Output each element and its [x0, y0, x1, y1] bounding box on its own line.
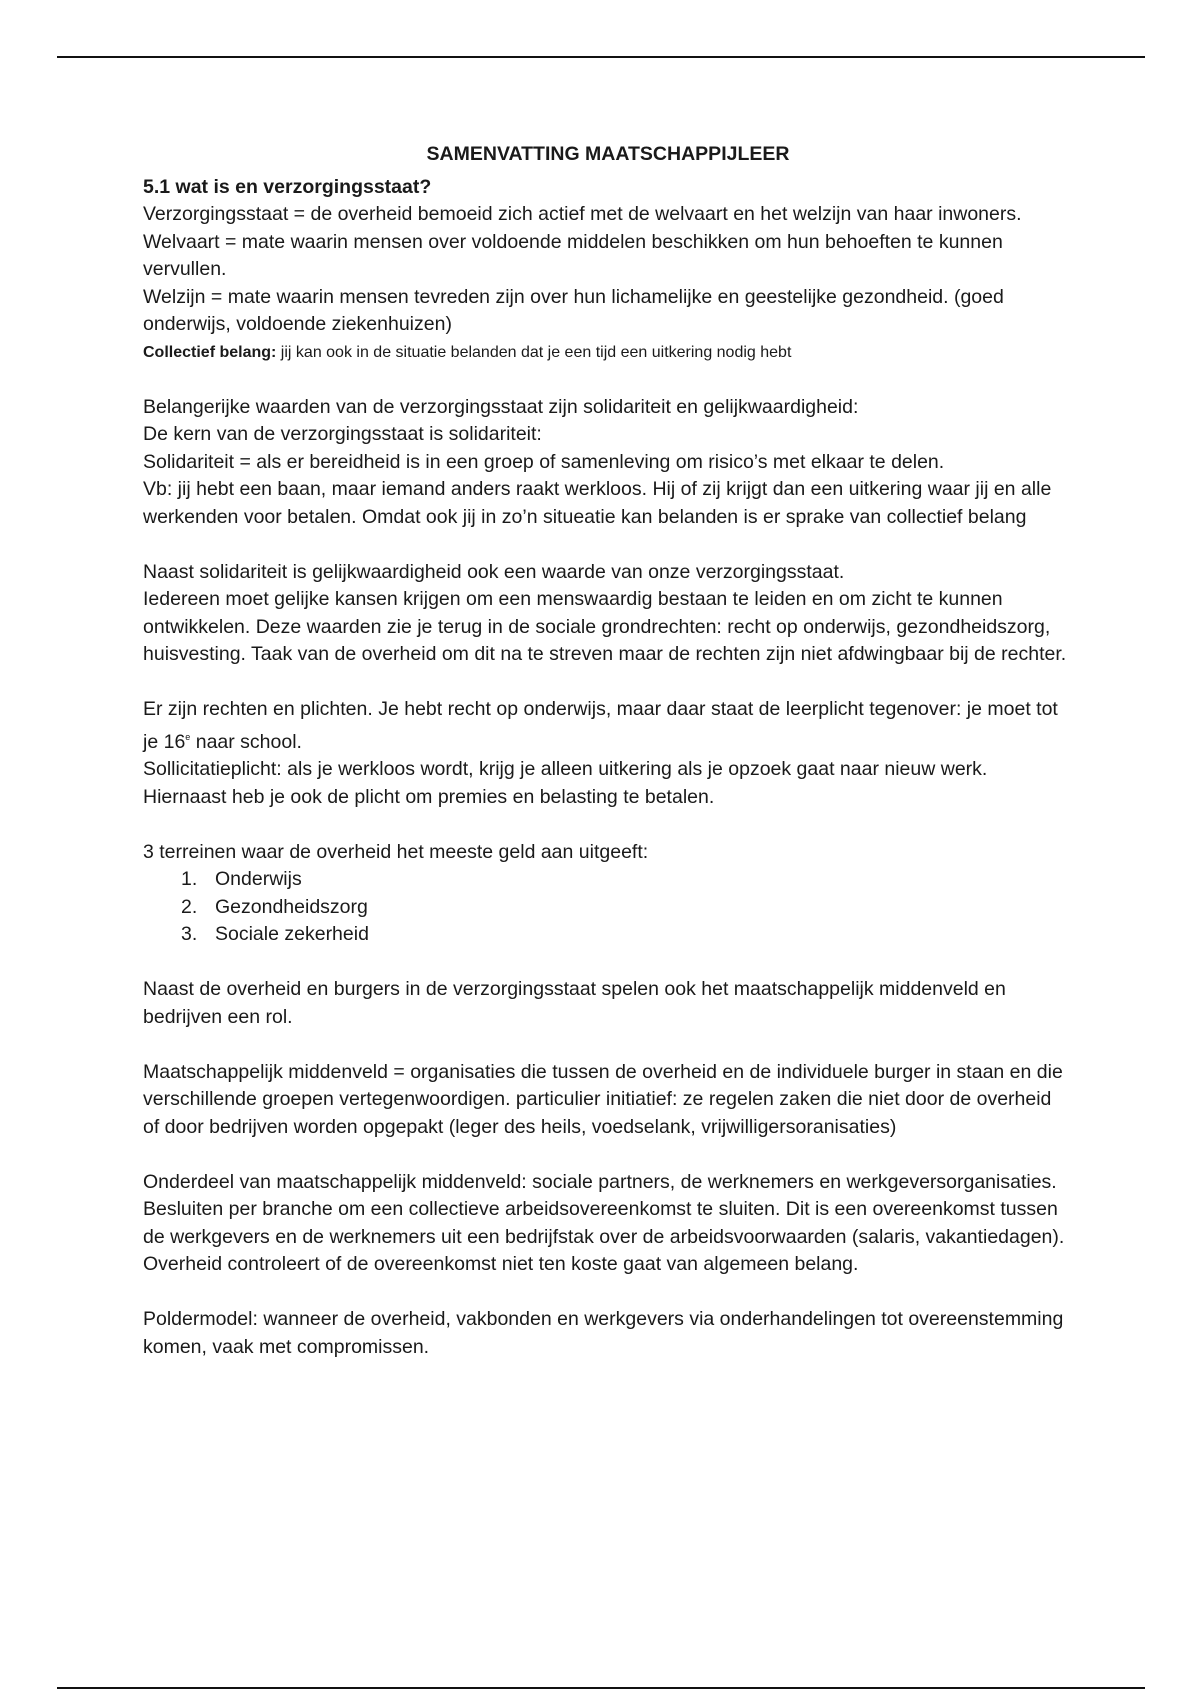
paragraph-kern: De kern van de verzorgingsstaat is solidariteit:	[143, 423, 542, 445]
paragraph-rechten-plichten: Er zijn rechten en plichten. Je hebt recht op onderwijs, maar daar staat de leerplicht tegenover: je moet tot je 16e naar school.	[143, 698, 1058, 753]
paragraph-verzorgingsstaat: Verzorgingsstaat = de overheid bemoeid zich actief met de welvaart en het welzijn van haar inwoners.	[143, 203, 1022, 225]
list-item: 2. Gezondheidszorg	[181, 895, 368, 918]
document-body	[143, 141, 1073, 1361]
paragraph-voorbeeld: Vb: jij hebt een baan, maar iemand anders raakt werkloos. Hij of zij krijgt dan een uitkering waar jij en alle werkenden voor betalen. Omdat ook jij in zo’n situeatie kan belanden is er sprake van collectief belang	[143, 478, 1052, 528]
paragraph-gelijke-kansen: Iedereen moet gelijke kansen krijgen om een menswaardig bestaan te leiden en om zicht te kunnen ontwikkelen. Deze waarden zie je terug in de sociale grondrechten: recht op onderwijs, gezondheidszorg, huisvesting. Taak van de overheid om dit na te streven maar de rechten zijn niet afdwingbaar bij de rechter.	[143, 588, 1067, 665]
paragraph-overheid-burgers: Naast de overheid en burgers in de verzorgingsstaat spelen ook het maatschappelijk middenveld en bedrijven een rol.	[143, 978, 1006, 1028]
page-title: SAMENVATTING MAATSCHAPPIJLEER	[426, 143, 790, 165]
paragraph-middenveld: Maatschappelijk middenveld = organisaties die tussen de overheid en de individuele burger in staan en die verschillende groepen vertegenwoordigen. particulier initiatief: ze regelen zaken die niet door de overheid of door bedrijven worden opgepakt (leger des heils, voedselank, vrijwilligersoranisaties)	[143, 1060, 1063, 1138]
top-rule	[57, 56, 1145, 58]
paragraph-terreinen: 3 terreinen waar de overheid het meeste geld aan uitgeeft:	[143, 840, 649, 863]
paragraph-poldermodel: Poldermodel: wanneer de overheid, vakbonden en werkgevers via onderhandelingen tot overeenstemming komen, vaak met compromissen.	[143, 1308, 1064, 1358]
paragraph-sollicitatieplicht: Sollicitatieplicht: als je werkloos wordt, krijg je alleen uitkering als je opzoek gaat naar nieuw werk. Hiernaast heb je ook de plicht om premies en belasting te betalen.	[143, 758, 988, 808]
section-heading: 5.1 wat is en verzorgingsstaat?	[143, 175, 432, 198]
paragraph-gelijkwaardigheid: Naast solidariteit is gelijkwaardigheid ook een waarde van onze verzorgingsstaat.	[143, 560, 845, 583]
list-item: 3. Sociale zekerheid	[181, 923, 369, 945]
paragraph-sociale-partners: Onderdeel van maatschappelijk middenveld: sociale partners, de werknemers en werkgeversorganisaties. Besluiten per branche om een collectieve arbeidsovereenkomst te sluiten. Dit is een overeenkomst tussen de werkgevers en de werknemers uit een bedrijfstak over de arbeidsvoorwaarden (salaris, vakantiedagen). Overheid controleert of de overeenkomst niet ten koste gaat van algemeen belang.	[143, 1170, 1065, 1275]
collectief-text: jij kan ook in de situatie belanden dat je een tijd een uitkering nodig hebt	[276, 343, 792, 361]
terreinen-list	[143, 866, 1073, 949]
paragraph-collectief-belang	[143, 339, 1073, 367]
paragraph-solidariteit: Solidariteit = als er bereidheid is in een groep of samenleving om risico’s met elkaar te delen.	[143, 450, 945, 473]
list-item: 1. Onderwijs	[181, 868, 302, 890]
paragraph-belangrijke-waarden: Belangerijke waarden van de verzorgingsstaat zijn solidariteit en gelijkwaardigheid:	[143, 395, 859, 418]
collectief-label: Collectief belang:	[143, 343, 277, 361]
paragraph-welzijn: Welzijn = mate waarin mensen tevreden zijn over hun lichamelijke en geestelijke gezondheid. (goed onderwijs, voldoende ziekenhuizen)	[143, 285, 1004, 335]
bottom-rule	[57, 1687, 1145, 1689]
paragraph-welvaart: Welvaart = mate waarin mensen over voldoende middelen beschikken om hun behoeften te kunnen vervullen.	[143, 230, 1003, 280]
